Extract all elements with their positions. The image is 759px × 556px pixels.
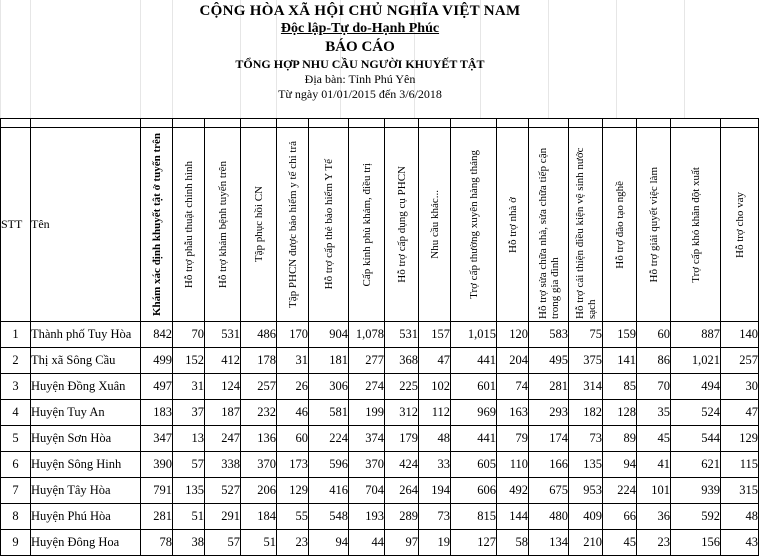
- table-cell: 115: [721, 452, 759, 478]
- column-header-label: Trợ cấp thường xuyên hàng tháng: [467, 150, 480, 299]
- table-cell: 412: [205, 348, 241, 374]
- table-cell: 181: [309, 348, 349, 374]
- table-cell: 183: [141, 400, 173, 426]
- table-cell: 178: [241, 348, 277, 374]
- table-cell: 274: [349, 374, 385, 400]
- table-cell: 94: [603, 452, 637, 478]
- table-cell: 70: [173, 322, 205, 348]
- table-cell: 480: [529, 504, 569, 530]
- table-cell: 124: [205, 374, 241, 400]
- table-cell: 51: [173, 504, 205, 530]
- column-header-label: Trợ cấp khó khăn đột xuất: [689, 166, 702, 283]
- column-header: [349, 128, 385, 322]
- table-cell: 101: [637, 478, 671, 504]
- table-cell: 370: [349, 452, 385, 478]
- table-cell: 1,015: [451, 322, 497, 348]
- table-cell: 45: [603, 530, 637, 556]
- table-cell: 315: [721, 478, 759, 504]
- table-cell: 166: [529, 452, 569, 478]
- table-cell: 58: [497, 530, 529, 556]
- column-header-label: Tập phục hồi CN: [252, 186, 265, 263]
- row-name: Thành phố Tuy Hòa: [31, 322, 141, 348]
- table-cell: 184: [241, 504, 277, 530]
- column-header: [205, 128, 241, 322]
- spacer-cell: [31, 119, 141, 128]
- spacer-cell: [241, 119, 277, 128]
- column-header-label: Hỗ trợ đào tạo nghề: [613, 180, 626, 269]
- table-cell: 60: [637, 322, 671, 348]
- spacer-cell: [497, 119, 529, 128]
- table-cell: 75: [569, 322, 603, 348]
- table-cell: 44: [349, 530, 385, 556]
- table-cell: 291: [205, 504, 241, 530]
- table-cell: 47: [419, 348, 451, 374]
- table-cell: 441: [451, 426, 497, 452]
- table-cell: 583: [529, 322, 569, 348]
- row-stt: 9: [1, 530, 31, 556]
- table-cell: 13: [173, 426, 205, 452]
- table-cell: 94: [309, 530, 349, 556]
- table-cell: 887: [671, 322, 721, 348]
- table-cell: 48: [419, 426, 451, 452]
- table-cell: 135: [173, 478, 205, 504]
- table-cell: 43: [721, 530, 759, 556]
- table-cell: 179: [385, 426, 419, 452]
- row-stt: 3: [1, 374, 31, 400]
- spacer-cell: [721, 119, 759, 128]
- column-header: [419, 128, 451, 322]
- table-cell: 581: [309, 400, 349, 426]
- table-cell: 23: [277, 530, 309, 556]
- report-title: BÁO CÁO: [325, 39, 395, 55]
- column-header: [141, 128, 173, 322]
- column-header-label: Hỗ trợ sửa chữa nhà, sửa chữa tiếp cận trong gia đình: [536, 147, 561, 319]
- column-header-label: Hỗ trợ cải thiện điều kiện vệ sinh nước sạch: [573, 146, 598, 319]
- table-cell: 89: [603, 426, 637, 452]
- row-stt: 7: [1, 478, 31, 504]
- table-cell: 289: [385, 504, 419, 530]
- table-cell: 129: [721, 426, 759, 452]
- column-header-label: Hỗ trợ khám bệnh tuyến trên: [216, 160, 229, 289]
- table-cell: 26: [277, 374, 309, 400]
- table-cell: 31: [173, 374, 205, 400]
- table-cell: 73: [569, 426, 603, 452]
- table-cell: 170: [277, 322, 309, 348]
- table-cell: 38: [173, 530, 205, 556]
- table-cell: 257: [721, 348, 759, 374]
- table-cell: 134: [529, 530, 569, 556]
- column-header: [529, 128, 569, 322]
- spacer-row: [1, 119, 759, 128]
- table-cell: 409: [569, 504, 603, 530]
- table-cell: 73: [419, 504, 451, 530]
- table-cell: 140: [721, 322, 759, 348]
- spacer-cell: [637, 119, 671, 128]
- table-header: [1, 128, 759, 322]
- table-cell: 704: [349, 478, 385, 504]
- column-header-label: Hỗ trợ nhà ở: [506, 196, 519, 253]
- column-header: [569, 128, 603, 322]
- table-cell: 492: [497, 478, 529, 504]
- row-stt: 2: [1, 348, 31, 374]
- table-cell: 102: [419, 374, 451, 400]
- column-header-label: Tập PHCN được bảo hiểm y tế chi trả: [286, 141, 299, 308]
- table-cell: 30: [721, 374, 759, 400]
- table-cell: 605: [451, 452, 497, 478]
- table-cell: 33: [419, 452, 451, 478]
- spacer-cell: [349, 119, 385, 128]
- table-cell: 48: [721, 504, 759, 530]
- table-cell: 45: [637, 426, 671, 452]
- column-header: [451, 128, 497, 322]
- table-cell: 347: [141, 426, 173, 452]
- table-cell: 204: [497, 348, 529, 374]
- motto: Độc lập-Tự do-Hạnh Phúc: [280, 21, 440, 36]
- report-date-range: Từ ngày 01/01/2015 đến 3/6/2018: [278, 87, 442, 101]
- table-cell: 174: [529, 426, 569, 452]
- row-name: Huyện Phú Hòa: [31, 504, 141, 530]
- table-row: [1, 400, 759, 426]
- table-cell: 199: [349, 400, 385, 426]
- table-cell: 141: [603, 348, 637, 374]
- spacer-cell: [1, 119, 31, 128]
- table-cell: 257: [241, 374, 277, 400]
- row-name: Thị xã Sông Cầu: [31, 348, 141, 374]
- table-cell: 1,078: [349, 322, 385, 348]
- column-header-label: Hỗ trợ phẫu thuật chỉnh hình: [182, 160, 195, 289]
- table-cell: 60: [277, 426, 309, 452]
- column-header-label: Hỗ trợ cấp dụng cụ PHCN: [395, 166, 408, 283]
- table-cell: 224: [309, 426, 349, 452]
- column-header: [173, 128, 205, 322]
- table-cell: 338: [205, 452, 241, 478]
- table-cell: 225: [385, 374, 419, 400]
- table-cell: 791: [141, 478, 173, 504]
- table-cell: 31: [277, 348, 309, 374]
- spacer-cell: [277, 119, 309, 128]
- table-cell: 264: [385, 478, 419, 504]
- table-cell: 306: [309, 374, 349, 400]
- table-cell: 606: [451, 478, 497, 504]
- table-cell: 277: [349, 348, 385, 374]
- table-cell: 37: [173, 400, 205, 426]
- table-cell: 187: [205, 400, 241, 426]
- summary-table: [0, 118, 759, 556]
- nation-title: CỘNG HÒA XÃ HỘI CHỦ NGHĨA VIỆT NAM: [199, 3, 521, 19]
- table-cell: 128: [603, 400, 637, 426]
- table-cell: 173: [277, 452, 309, 478]
- table-cell: 374: [349, 426, 385, 452]
- table-cell: 312: [385, 400, 419, 426]
- table-row: [1, 322, 759, 348]
- table-cell: 19: [419, 530, 451, 556]
- table-row: [1, 478, 759, 504]
- report-subtitle: TỔNG HỢP NHU CẦU NGƯỜI KHUYẾT TẬT: [235, 57, 485, 71]
- table-cell: 842: [141, 322, 173, 348]
- table-cell: 953: [569, 478, 603, 504]
- table-cell: 135: [569, 452, 603, 478]
- table-cell: 486: [241, 322, 277, 348]
- spacer-cell: [419, 119, 451, 128]
- spacer-cell: [205, 119, 241, 128]
- table-cell: 74: [497, 374, 529, 400]
- stt-header: STT: [1, 128, 31, 322]
- column-header-label: Khám xác định khuyết tật ở tuyến trên: [150, 132, 163, 317]
- table-cell: 210: [569, 530, 603, 556]
- spacer-cell: [451, 119, 497, 128]
- row-name: Huyện Sông Hinh: [31, 452, 141, 478]
- table-cell: 47: [721, 400, 759, 426]
- row-stt: 5: [1, 426, 31, 452]
- table-row: [1, 348, 759, 374]
- spacer-cell: [569, 119, 603, 128]
- row-stt: 8: [1, 504, 31, 530]
- column-header: [497, 128, 529, 322]
- table-cell: 85: [603, 374, 637, 400]
- table-cell: 129: [277, 478, 309, 504]
- table-cell: 224: [603, 478, 637, 504]
- row-name: Huyện Tuy An: [31, 400, 141, 426]
- table-cell: 46: [277, 400, 309, 426]
- table-cell: 159: [603, 322, 637, 348]
- column-header: [637, 128, 671, 322]
- table-cell: 66: [603, 504, 637, 530]
- table-cell: 78: [141, 530, 173, 556]
- table-cell: 112: [419, 400, 451, 426]
- table-cell: 41: [637, 452, 671, 478]
- spacer-cell: [173, 119, 205, 128]
- table-cell: 35: [637, 400, 671, 426]
- table-cell: 193: [349, 504, 385, 530]
- table-row: [1, 530, 759, 556]
- table-row: [1, 504, 759, 530]
- row-stt: 4: [1, 400, 31, 426]
- column-header-label: Nhu cầu khác...: [428, 190, 441, 259]
- table-row: [1, 426, 759, 452]
- row-name: Huyện Đồng Xuân: [31, 374, 141, 400]
- table-cell: 368: [385, 348, 419, 374]
- name-header: Tên: [31, 128, 141, 322]
- table-cell: 441: [451, 348, 497, 374]
- column-header: [241, 128, 277, 322]
- table-cell: 70: [637, 374, 671, 400]
- column-header: [721, 128, 759, 322]
- table-cell: 675: [529, 478, 569, 504]
- row-stt: 6: [1, 452, 31, 478]
- table-cell: 592: [671, 504, 721, 530]
- row-stt: 1: [1, 322, 31, 348]
- spacer-cell: [309, 119, 349, 128]
- table-cell: 163: [497, 400, 529, 426]
- column-header: [603, 128, 637, 322]
- table-cell: 127: [451, 530, 497, 556]
- report-location: Địa bàn: Tỉnh Phú Yên: [304, 72, 416, 86]
- column-header: [309, 128, 349, 322]
- row-name: Huyện Đông Hoa: [31, 530, 141, 556]
- table-cell: 495: [529, 348, 569, 374]
- table-cell: 281: [529, 374, 569, 400]
- table-cell: 601: [451, 374, 497, 400]
- spacer-cell: [603, 119, 637, 128]
- table-cell: 79: [497, 426, 529, 452]
- table-cell: 390: [141, 452, 173, 478]
- table-cell: 57: [173, 452, 205, 478]
- table-cell: 55: [277, 504, 309, 530]
- table-cell: 548: [309, 504, 349, 530]
- table-cell: 375: [569, 348, 603, 374]
- column-header: [385, 128, 419, 322]
- spacer-cell: [671, 119, 721, 128]
- table-cell: 531: [205, 322, 241, 348]
- table-cell: 969: [451, 400, 497, 426]
- column-header: [277, 128, 309, 322]
- table-cell: 97: [385, 530, 419, 556]
- table-cell: 416: [309, 478, 349, 504]
- table-cell: 152: [173, 348, 205, 374]
- table-cell: 57: [205, 530, 241, 556]
- table-cell: 904: [309, 322, 349, 348]
- table-cell: 524: [671, 400, 721, 426]
- table-cell: 939: [671, 478, 721, 504]
- table-cell: 51: [241, 530, 277, 556]
- table-cell: 156: [671, 530, 721, 556]
- table-cell: 281: [141, 504, 173, 530]
- column-header-label: Hỗ trợ cho vay: [733, 191, 746, 258]
- table-cell: 23: [637, 530, 671, 556]
- table-cell: 494: [671, 374, 721, 400]
- table-cell: 144: [497, 504, 529, 530]
- table-cell: 815: [451, 504, 497, 530]
- table-cell: 531: [385, 322, 419, 348]
- table-cell: 120: [497, 322, 529, 348]
- column-header-label: Hỗ trợ giải quyết việc làm: [647, 166, 660, 283]
- spacer-cell: [529, 119, 569, 128]
- row-name: Huyện Sơn Hòa: [31, 426, 141, 452]
- table-cell: 499: [141, 348, 173, 374]
- column-header-label: Hỗ trợ cấp thẻ bảo hiểm Y Tế: [322, 159, 335, 290]
- spacer-cell: [385, 119, 419, 128]
- table-cell: 1,021: [671, 348, 721, 374]
- column-header: [671, 128, 721, 322]
- table-cell: 497: [141, 374, 173, 400]
- table-cell: 86: [637, 348, 671, 374]
- table-cell: 247: [205, 426, 241, 452]
- column-header-label: Cấp kính phù khám, điều trị: [360, 162, 373, 287]
- table-cell: 424: [385, 452, 419, 478]
- table-cell: 110: [497, 452, 529, 478]
- table-cell: 157: [419, 322, 451, 348]
- table-cell: 544: [671, 426, 721, 452]
- table-cell: 314: [569, 374, 603, 400]
- table-cell: 136: [241, 426, 277, 452]
- table-cell: 182: [569, 400, 603, 426]
- row-name: Huyện Tây Hòa: [31, 478, 141, 504]
- table-cell: 621: [671, 452, 721, 478]
- table-cell: 527: [205, 478, 241, 504]
- table-cell: 232: [241, 400, 277, 426]
- table-cell: 36: [637, 504, 671, 530]
- table-cell: 370: [241, 452, 277, 478]
- table-row: [1, 374, 759, 400]
- table-cell: 194: [419, 478, 451, 504]
- table-cell: 206: [241, 478, 277, 504]
- spacer-cell: [141, 119, 173, 128]
- table-row: [1, 452, 759, 478]
- table-cell: 596: [309, 452, 349, 478]
- table-cell: 293: [529, 400, 569, 426]
